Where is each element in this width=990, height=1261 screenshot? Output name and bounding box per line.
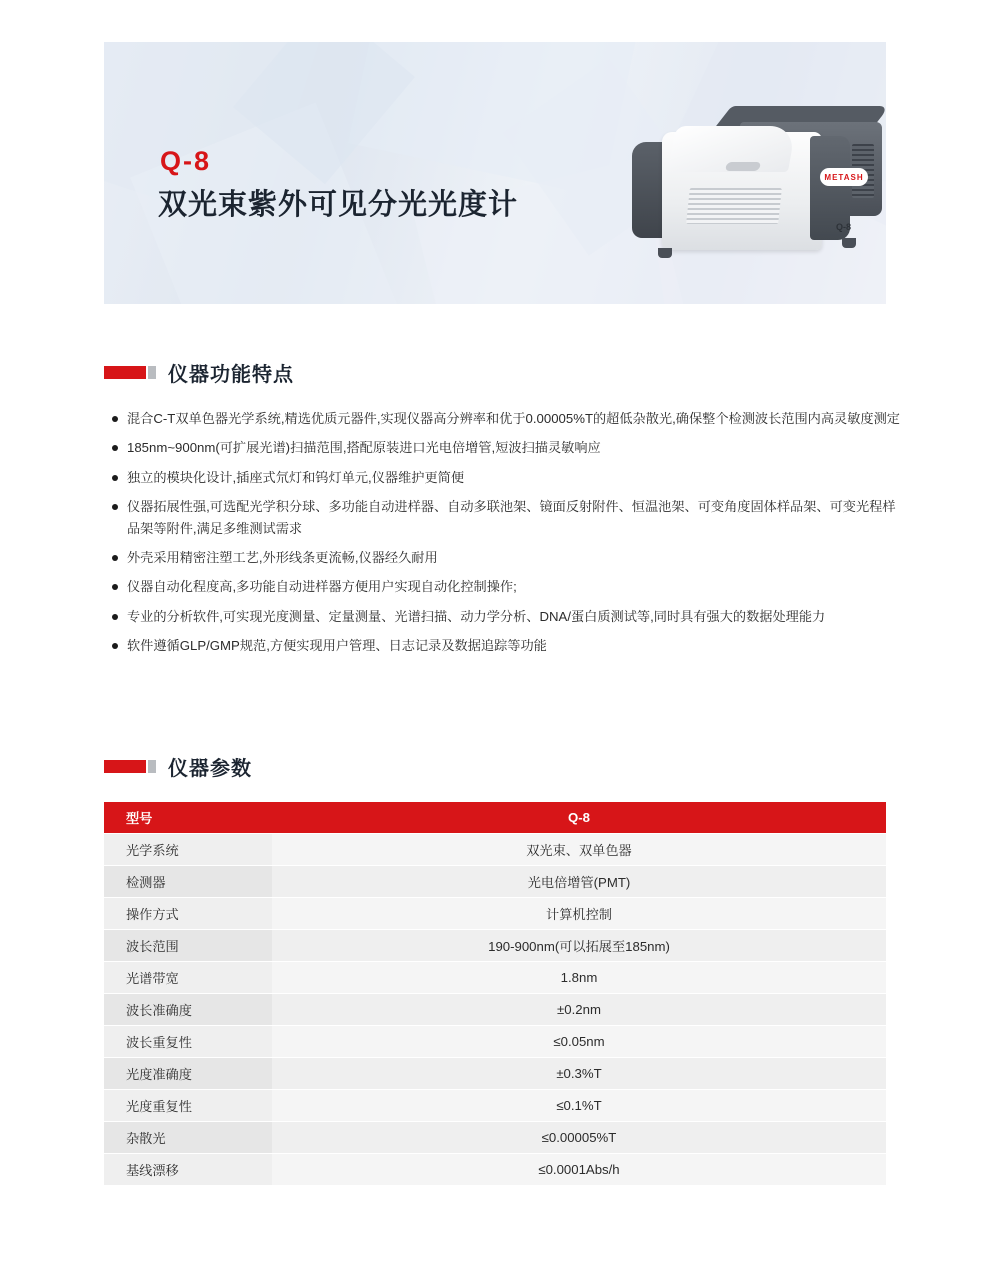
param-value: ≤0.05nm — [272, 1026, 886, 1058]
list-item — [112, 437, 902, 458]
param-key: 检测器 — [104, 866, 272, 898]
features-heading-text: 仪器功能特点 — [168, 364, 294, 386]
heading-marker-icon — [104, 760, 156, 773]
list-item — [112, 467, 902, 488]
params-section-heading — [104, 752, 252, 781]
table-row — [104, 1026, 886, 1058]
feature-text: 仪器拓展性强,可选配光学积分球、多功能自动进样器、自动多联池架、镜面反射附件、恒温池架、可变角度固体样品架、可变光程样品架等附件,满足多维测试需求 — [127, 499, 896, 536]
list-item — [112, 606, 902, 627]
param-key: 波长准确度 — [104, 994, 272, 1026]
features-section-heading — [104, 358, 294, 387]
param-key: 杂散光 — [104, 1122, 272, 1154]
table-row — [104, 1154, 886, 1186]
param-value: 双光束、双单色器 — [272, 834, 886, 866]
param-value: ±0.2nm — [272, 994, 886, 1026]
params-heading-text: 仪器参数 — [168, 758, 252, 780]
table-header-value: Q-8 — [272, 802, 886, 834]
instrument-foot — [658, 248, 672, 258]
param-value: ≤0.1%T — [272, 1090, 886, 1122]
table-row — [104, 1058, 886, 1090]
bullet-icon — [112, 504, 118, 510]
instrument-model-label: Q-8 — [836, 222, 852, 232]
feature-text: 独立的模块化设计,插座式氘灯和钨灯单元,仪器维护更简便 — [127, 469, 465, 485]
heading-marker-icon — [104, 366, 156, 379]
param-key: 光谱带宽 — [104, 962, 272, 994]
brand-logo: METASH — [820, 168, 868, 186]
feature-text: 外壳采用精密注塑工艺,外形线条更流畅,仪器经久耐用 — [127, 549, 438, 565]
param-value: 计算机控制 — [272, 898, 886, 930]
bullet-icon — [112, 445, 118, 451]
instrument-illustration — [614, 70, 884, 290]
param-value: 光电倍增管(PMT) — [272, 866, 886, 898]
param-key: 光度准确度 — [104, 1058, 272, 1090]
bullet-icon — [112, 584, 118, 590]
list-item — [112, 635, 902, 656]
bullet-icon — [112, 416, 118, 422]
bullet-icon — [112, 643, 118, 649]
table-row — [104, 962, 886, 994]
product-model: Q-8 — [160, 146, 212, 176]
param-key: 波长范围 — [104, 930, 272, 962]
table-header-key: 型号 — [104, 802, 272, 834]
param-key: 操作方式 — [104, 898, 272, 930]
feature-text: 混合C-T双单色器光学系统,精选优质元器件,实现仪器高分辨率和优于0.00005%T的超低杂散光,确保整个检测波长范围内高灵敏度测定 — [127, 411, 900, 426]
param-key: 波长重复性 — [104, 1026, 272, 1058]
instrument-grille — [686, 188, 782, 224]
feature-text: 专业的分析软件,可实现光度测量、定量测量、光谱扫描、动力学分析、DNA/蛋白质测试等,同时具有强大的数据处理能力 — [127, 608, 826, 624]
bullet-icon — [112, 475, 118, 481]
table-row — [104, 898, 886, 930]
table-row — [104, 994, 886, 1026]
instrument-lid-handle — [725, 162, 762, 171]
instrument-foot — [842, 238, 856, 248]
list-item — [112, 496, 902, 539]
specifications-table — [104, 802, 886, 1186]
bullet-icon — [112, 555, 118, 561]
table-row — [104, 1122, 886, 1154]
table-row — [104, 834, 886, 866]
feature-text: 185nm~900nm(可扩展光谱)扫描范围,搭配原装进口光电倍增管,短波扫描灵敏响应 — [127, 440, 601, 456]
param-key: 基线漂移 — [104, 1154, 272, 1186]
list-item — [112, 576, 902, 597]
param-value: ≤0.00005%T — [272, 1122, 886, 1154]
list-item — [112, 547, 902, 568]
table-header-row — [104, 802, 886, 834]
features-list — [112, 408, 902, 664]
hero-banner — [104, 42, 886, 304]
table-row — [104, 1090, 886, 1122]
table-row — [104, 930, 886, 962]
param-value: 1.8nm — [272, 962, 886, 994]
bullet-icon — [112, 614, 118, 620]
param-value: ≤0.0001Abs/h — [272, 1154, 886, 1186]
feature-text: 软件遵循GLP/GMP规范,方便实现用户管理、日志记录及数据追踪等功能 — [127, 638, 547, 653]
param-key: 光学系统 — [104, 834, 272, 866]
product-title: 双光束紫外可见分光光度计 — [158, 189, 519, 221]
param-value: ±0.3%T — [272, 1058, 886, 1090]
feature-text: 仪器自动化程度高,多功能自动进样器方便用户实现自动化控制操作; — [127, 579, 517, 595]
table-row — [104, 866, 886, 898]
param-value: 190-900nm(可以拓展至185nm) — [272, 930, 886, 962]
list-item — [112, 408, 902, 429]
param-key: 光度重复性 — [104, 1090, 272, 1122]
